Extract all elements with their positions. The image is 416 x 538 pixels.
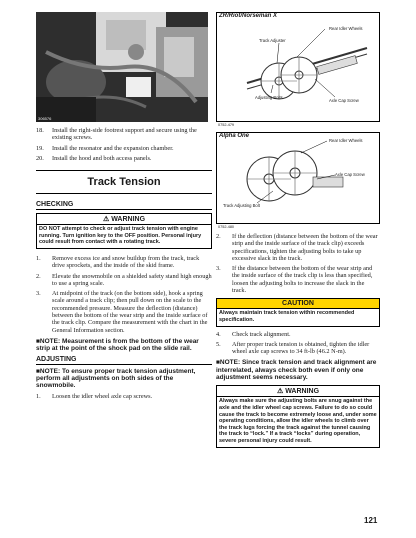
caution-label: CAUTION [217,299,379,309]
step-number: 2. [36,272,41,280]
step-text: Install the right-side footrest support and secure using the existing screws. [52,127,197,142]
warning-label: WARNING [111,216,146,224]
figure-zr-riot [216,12,380,127]
engine-photo-image [36,12,208,122]
step-item [216,341,380,356]
steps-right-a [216,233,380,294]
step-item [216,331,380,338]
step-number: 3. [36,290,41,298]
label-axle-cap-screw: Axle Cap Screw [329,98,359,103]
warning-text: Always make sure the adjusting bolts are snug against the axle and the idler wheel cap screws. Failure to do so could cause the track to become extremely loose and, under some operating conditions, allow the idler wheels to climb over the track lugs forcing the track against the tunnel causing the track to “lock.” If a track “locks” during operation, severe personal injury could result. [219,398,377,444]
step-item [216,233,380,262]
figure-title: ZR/Riot/Norseman X [219,13,278,19]
note-measurement: ■NOTE: Measurement is from the bottom of the wear strip at the point of the shock pad on the slide rail. [36,337,199,353]
step-text: If the deflection (distance between the bottom of the wear strip and the inside surface of the track clip) exceeds specifications, tighten the adjusting bolts to take up excessive slack in the track. [232,233,378,262]
step-number: 3. [216,265,221,273]
step-item [36,155,212,162]
step-text: Loosen the idler wheel axle cap screws. [52,393,153,401]
step-item [36,145,212,152]
label-axle-cap-screw: Axle Cap Screw [335,172,365,177]
step-number: 19. [36,144,44,152]
warning-text: DO NOT attempt to check or adjust track tension with engine running. Turn ignition key to the OFF position. Personal injury could result from contact with a rotating track. [39,226,202,246]
alpha-suspension-drawing [217,133,379,223]
warning-bar [217,386,379,397]
steps-checking [36,255,212,334]
warning-triangle-icon: ⚠ [102,216,110,224]
note-adjustment: ■NOTE: To ensure proper track tension adjustment, perform all adjustments on both sides of the snowmobile. [36,367,196,390]
caution-text: Always maintain track tension within recommended specification. [219,310,355,323]
warning-triangle-icon: ⚠ [276,388,284,396]
label-track-adjuster: Track Adjuster [259,38,286,43]
adjusting-heading: ADJUSTING [36,356,212,365]
step-text: At midpoint of the track (on the bottom side), hook a spring scale around a track clip; then pull down on the scale to the recommended pressure. Measure the deflection (distance) between the bottom of the wear strip and the inside surface of the track clip. Compare the measurement with the chart in the General Information section. [52,290,208,334]
warning-box-1 [36,213,212,249]
label-rear-idler-wheels: Rear Idler Wheels [329,26,363,31]
steps-right-b [216,331,380,356]
step-item [36,127,212,142]
step-number: 18. [36,127,44,134]
section-title: Track Tension [36,170,212,194]
figure-title: Alpha One [219,133,250,139]
figure-code: 0752-480 [218,225,235,229]
checking-heading: CHECKING [36,201,212,210]
step-item [36,290,212,334]
figure-alpha-one [216,132,380,229]
step-item [36,393,212,400]
note-alignment: ■NOTE: Since track tension and track alignment are interrelated, always check both even if only one adjustment seems necessary. [216,359,377,382]
step-item [36,273,212,288]
page-number: 121 [364,516,378,525]
step-text: After proper track tension is obtained, tighten the idler wheel axle cap screws to 34 ft-lb (46.2 N-m). [232,340,370,356]
step-number: 1. [36,254,41,262]
step-text: Elevate the snowmobile on a shielded safety stand high enough to use a spring scale. [52,272,212,287]
step-item [36,255,212,270]
left-column [36,12,212,401]
caution-box [216,298,380,326]
step-number: 2. [216,233,221,240]
step-text: Install the hood and both access panels. [52,154,152,162]
step-text: If the distance between the bottom of the wear strip and the inside surface of the track clip is less than specified, loosen the adjusting bolts to increase the slack in the track. [232,265,373,295]
label-adjusting-bolts: Adjusting Bolts [255,95,283,100]
step-number: 4. [216,330,221,338]
figure-code: 0752-479 [218,123,235,127]
warning-label: WARNING [285,388,320,396]
step-text: Install the resonator and the expansion chamber. [52,144,174,152]
warning-box-2 [216,385,380,447]
steps-adjusting [36,393,212,400]
step-number: 20. [36,154,44,162]
label-track-adjusting-bolt: Track Adjusting Bolt [223,203,260,208]
warning-bar [37,214,211,225]
step-text: Check track alignment. [232,330,291,338]
step-text: Remove excess ice and snow buildup from the track, track drive sprockets, and the inside of the skid frame. [52,254,200,270]
engine-photo [36,12,208,122]
step-number: 1. [36,393,41,401]
step-item [216,265,380,294]
photo-code: 306576 [38,116,52,121]
label-rear-idler-wheels: Rear Idler Wheels [329,138,363,143]
steps-top [36,127,212,162]
step-number: 5. [216,340,221,348]
right-column [216,12,380,448]
